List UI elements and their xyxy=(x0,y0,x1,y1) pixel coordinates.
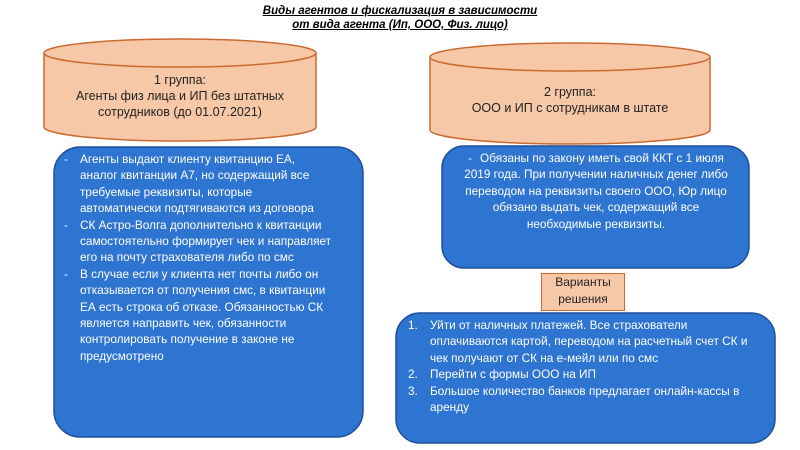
group2-list xyxy=(456,150,736,232)
group1-label xyxy=(50,72,310,120)
variants-label-line2: решения xyxy=(558,292,608,306)
group1-item-3: - В случае если у клиента нет почты либо он отказывается от получения смс, в квитанции ЕА есть строка об отказе. Обязанностью СК является направить чек, обязанности контролировать получение в законе не предусмотрено xyxy=(62,266,334,364)
variants-label-line1: Варианты xyxy=(555,275,611,289)
solution-item-1 xyxy=(402,317,764,366)
group1-label-line1: 1 группа: xyxy=(153,73,206,87)
slide-title-line2: от вида агента (Ип, ООО, Физ. лицо) xyxy=(292,19,508,31)
slide-title-line1: Виды агентов и фискализация в зависимости xyxy=(262,5,538,17)
group2-label-line1: 2 группа: xyxy=(543,85,596,99)
group2-label-line2: ООО и ИП с сотрудникам в штате xyxy=(471,101,669,115)
group1-item-1: - Агенты выдают клиенту квитанцию ЕА, аналог квитанции А7, но содержащий все требуемые реквизиты, которые автоматически подтягиваются из договора xyxy=(62,151,334,217)
solution-num-3: 3. xyxy=(408,383,418,398)
group1-list xyxy=(62,151,334,364)
variants-label xyxy=(541,273,625,311)
solution-text-3: Большое количество банков предлагает онлайн-кассы в аренду xyxy=(430,383,740,415)
solution-num-1: 1. xyxy=(408,318,418,332)
solution-item-3 xyxy=(402,383,764,416)
solution-num-2: 2. xyxy=(408,367,418,382)
group1-label-line2: Агенты физ лица и ИП без штатных xyxy=(76,89,284,103)
solution-text-1: Уйти от наличных платежей. Все страхователи оплачиваются картой, переводом на расчетный счет СК и чек получают от СК на е-мейл или по смс xyxy=(430,318,748,365)
group1-item-2: - СК Астро-Волга дополнительно к квитанции самостоятельно формирует чек и направляет его на почту страхователя либо по смс xyxy=(62,217,334,266)
solution-item-2 xyxy=(402,366,764,382)
group2-label xyxy=(436,84,704,116)
group1-label-line3: сотрудников (до 01.07.2021) xyxy=(98,105,262,119)
group2-item-1: - Обязаны по закону иметь свой ККТ с 1 июля 2019 года. При получении наличных денег либо переводом на реквизиты своего ООО, Юр лицо обязано выдать чек, содержащий все необходимые реквизиты. xyxy=(456,150,736,232)
solutions-list xyxy=(402,317,764,415)
solution-text-2: Перейти с формы ООО на ИП xyxy=(430,367,597,382)
